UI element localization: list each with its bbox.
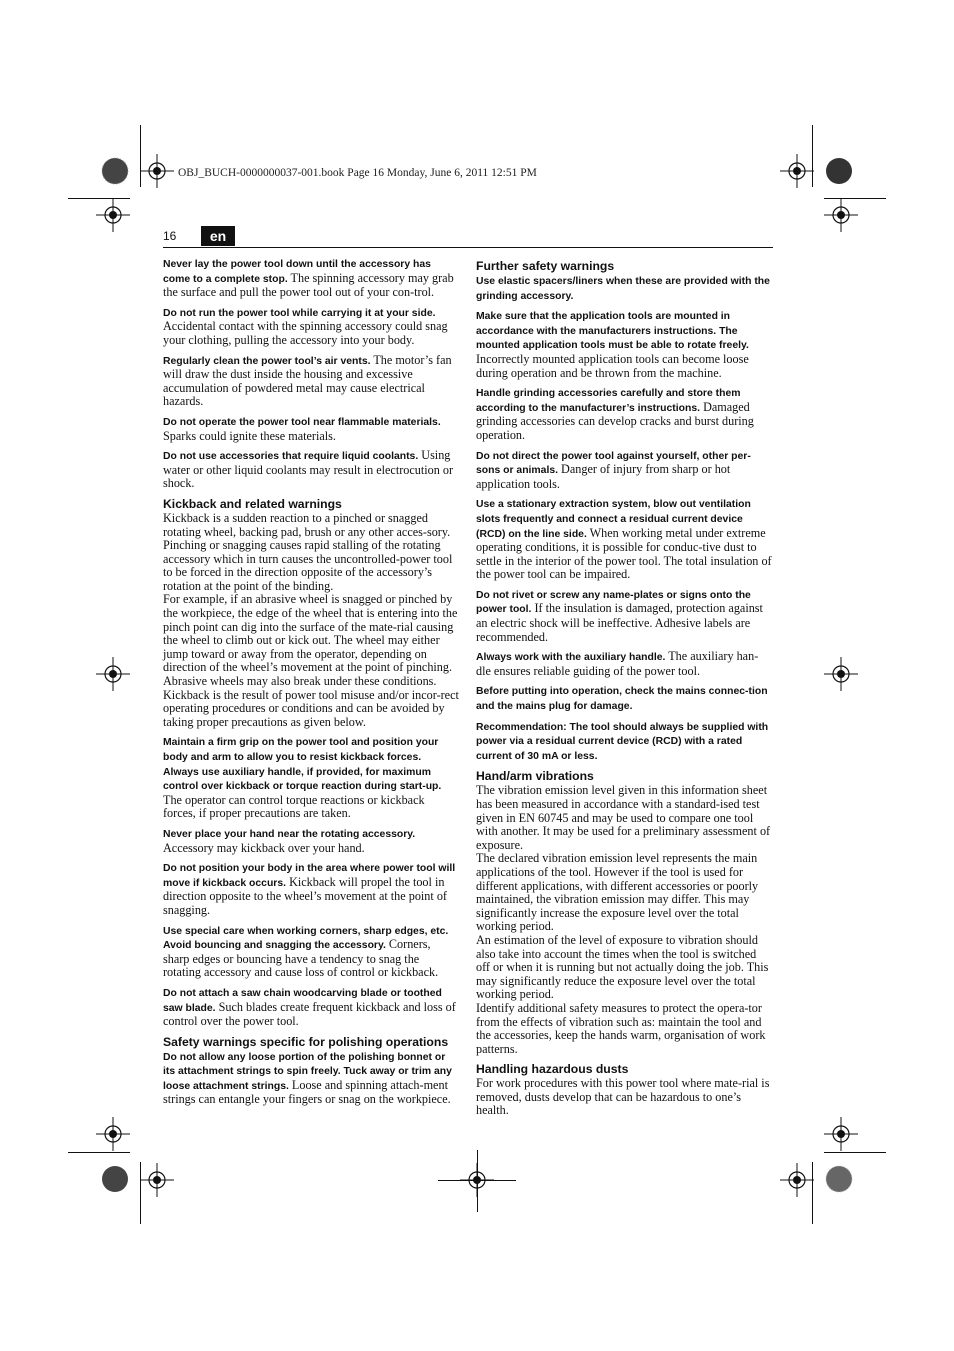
color-bar-circle-icon: [101, 157, 129, 185]
paragraph: [163, 512, 459, 594]
body-text: Using water or other liquid coolants may result in electrocution or shock.: [163, 448, 454, 491]
paragraph: [476, 852, 772, 934]
body-text: Sparks could ignite these materials.: [163, 428, 336, 443]
registration-target-icon: [140, 1163, 174, 1197]
registration-target-icon: [780, 1163, 814, 1197]
bold-lead-text: Use a stationary extraction system, blow out ventilation slots frequently and connect a residual current device (RCD) on the line side.: [476, 499, 751, 540]
registration-target-icon: [140, 154, 174, 188]
page-number: 16: [163, 229, 177, 243]
bold-lead-text: Regularly clean the power tool’s air vents.: [163, 355, 371, 367]
book-slug-line: OBJ_BUCH-0000000037-001.book Page 16 Monday, June 6, 2011 12:51 PM: [178, 167, 537, 179]
body-text: Accessory may kickback over your hand.: [163, 840, 365, 855]
body-text: The spinning accessory may grab the surface and pull the power tool out of your con-trol.: [163, 270, 454, 300]
paragraph: [163, 986, 459, 1029]
paragraph: [476, 309, 772, 380]
registration-target-icon: [96, 198, 130, 232]
body-text: An estimation of the level of exposure to vibration should also take into account the times when the tool is switched off or when it is running but not actually doing the job. This may significantly reduce the exposure level over the total working period.: [476, 932, 769, 1002]
bold-lead-text: Do not rivet or screw any name-plates or signs onto the power tool.: [476, 589, 751, 616]
paragraph: [163, 689, 459, 730]
bold-lead-text: Do not position your body in the area where power tool will move if kickback occurs.: [163, 863, 456, 889]
language-tab: en: [201, 226, 235, 246]
paragraph: [163, 1050, 459, 1107]
bold-lead-text: Recommendation: The tool should always be supplied with power via a residual current device (RCD) with a rated current of 30 mA or less.: [476, 721, 769, 762]
body-text: For example, if an abrasive wheel is snagged or pinched by the workpiece, the edge of the wheel that is entering into the pinch point can dig into the surface of the mate-rial causing the wheel to climb out or kick out. The wheel may either jump toward or away from the operator, depending on direction of the wheel’s movement at the point of pinching. Abrasive wheels may also break under these conditions.: [163, 592, 458, 689]
paragraph: [163, 861, 459, 917]
bold-lead-text: Never lay the power tool down until the accessory has come to a complete stop.: [163, 259, 431, 285]
right-column: [476, 257, 772, 1124]
body-text: The operator can control torque reactions or kickback forces, if proper precautions are taken.: [163, 792, 425, 821]
section-heading: Handling hazardous dusts: [476, 1062, 629, 1077]
registration-target-icon: [96, 657, 130, 691]
body-text: The vibration emission level given in this information sheet has been measured in accordance with a standard-ised test given in EN 60745 and may be used to compare one tool with another. It may be used for a preliminary assessment of exposure.: [476, 783, 771, 852]
body-text: Corners, sharp edges or bouncing have a tendency to snag the rotating accessory and cause loss of control or kickback.: [163, 937, 439, 980]
section-heading: Safety warnings specific for polishing operations: [163, 1034, 449, 1049]
paragraph: [476, 934, 772, 1002]
body-text: The declared vibration emission level represents the main applications of the tool. However if the tool is used for different applications, with different accessories or poorly maintained, the vibration emission may differ. This may significantly increase the exposure level over the total working period.: [476, 851, 759, 934]
color-bar-circle-icon: [101, 1165, 129, 1193]
paragraph: [163, 827, 459, 855]
paragraph: [476, 497, 772, 582]
registration-target-icon: [824, 1117, 858, 1151]
color-bar-circle-icon: [825, 157, 853, 185]
paragraph: [476, 720, 772, 764]
paragraph: [476, 588, 772, 644]
bold-lead-text: Do not allow any loose portion of the polishing bonnet or its attachment strings to spin freely. Tuck away or trim any loose attachment strings.: [163, 1051, 452, 1092]
paragraph: [476, 274, 772, 303]
paragraph: [476, 650, 772, 678]
paragraph: [163, 354, 459, 409]
bold-lead-text: Do not use accessories that require liquid coolants.: [163, 451, 419, 463]
body-text: If the insulation is damaged, protection against an electric shock will be ineffective. Adhesive labels are recommended.: [476, 601, 763, 644]
paragraph: [476, 1002, 772, 1056]
paragraph: [163, 924, 459, 980]
header-rule: [163, 247, 773, 248]
bold-lead-text: Make sure that the application tools are mounted in accordance with the manufacturers instructions. The mounted application tools must be able to rotate freely.: [476, 311, 749, 352]
bold-lead-text: Do not attach a saw chain woodcarving blade or toothed saw blade.: [163, 987, 442, 1014]
paragraph: [163, 306, 459, 348]
body-text: Such blades create frequent kickback and loss of control over the power tool.: [163, 999, 456, 1029]
left-column: [163, 257, 459, 1113]
bold-lead-text: Use elastic spacers/liners when these are provided with the grinding accessory.: [476, 276, 770, 302]
body-text: Danger of injury from sharp or hot application tools.: [476, 462, 731, 491]
paragraph: [163, 593, 459, 688]
paragraph: [476, 784, 772, 852]
paragraph: [476, 449, 772, 492]
bold-lead-text: Never place your hand near the rotating accessory.: [163, 828, 416, 840]
body-text: Kickback will propel the tool in direction opposite to the wheel’s movement at the point of snagging.: [163, 874, 447, 917]
bold-lead-text: Use special care when working corners, sharp edges, etc. Avoid bouncing and snagging the accessory.: [163, 925, 449, 952]
body-text: Loose and spinning attach-ment strings can entangle your fingers or snag on the workpiece.: [163, 1077, 451, 1107]
body-text: The motor’s fan will draw the dust inside the housing and excessive accumulation of powdered metal may cause electrical hazards.: [163, 352, 452, 409]
registration-target-icon: [96, 1117, 130, 1151]
section-heading: Hand/arm vibrations: [476, 769, 594, 784]
bold-lead-text: Before putting into operation, check the mains connec-tion and the mains plug for damage.: [476, 686, 768, 713]
body-text: Incorrectly mounted application tools can become loose during operation and be thrown from the machine.: [476, 351, 749, 380]
bold-lead-text: Handle grinding accessories carefully and store them according to the manufacturer’s instructions.: [476, 388, 741, 414]
paragraph: [163, 735, 459, 821]
body-text: Damaged grinding accessories can develop cracks and burst during operation.: [476, 399, 754, 442]
section-heading: Further safety warnings: [476, 259, 615, 273]
bold-lead-text: Do not operate the power tool near flammable materials.: [163, 416, 441, 428]
color-bar-circle-icon: [825, 1165, 853, 1193]
body-text: The auxiliary han-dle ensures reliable guiding of the power tool.: [476, 649, 759, 678]
body-text: When working metal under extreme operating conditions, it is possible for conduc-tive dust to settle in the interior of the power tool. The total insulation of the power tool can be impaired.: [476, 525, 772, 582]
body-text: Accidental contact with the spinning accessory could snag your clothing, pulling the accessory into your body.: [163, 319, 448, 347]
paragraph: [476, 684, 772, 713]
paragraph: [476, 1077, 772, 1118]
bold-lead-text: Maintain a firm grip on the power tool and position your body and arm to allow you to resist kickback forces. Always use auxiliary handle, if provided, for maximum control over kickback or torque reaction during start-up.: [163, 737, 442, 793]
body-text: Kickback is a sudden reaction to a pinched or snagged rotating wheel, backing pad, brush or any other acces-sory. Pinching or snagging causes rapid stalling of the rotating accessory which in turn causes the uncontrolled-power tool to be forced in the direction opposite of the accessory’s rotation at the point of the binding.: [163, 510, 453, 593]
registration-target-icon: [780, 154, 814, 188]
body-text: For work procedures with this power tool where mate-rial is removed, dusts develop that can be hazardous to one’s health.: [476, 1076, 770, 1118]
bold-lead-text: Do not direct the power tool against yourself, other per-sons or animals.: [476, 450, 751, 477]
registration-target-icon: [824, 198, 858, 232]
bold-lead-text: Do not run the power tool while carrying it at your side.: [163, 307, 436, 319]
paragraph: [476, 386, 772, 442]
paragraph: [163, 449, 459, 491]
registration-target-icon: [824, 657, 858, 691]
body-text: Kickback is the result of power tool misuse and/or incor-rect operating procedures or conditions and can be avoided by taking proper precautions as given below.: [163, 687, 459, 729]
bold-lead-text: Always work with the auxiliary handle.: [476, 652, 666, 664]
body-text: Identify additional safety measures to protect the opera-tor from the effects of vibration such as: maintain the tool and the accessories, keep the hands warm, organisation of work patterns.: [476, 1000, 766, 1056]
paragraph: [163, 415, 459, 443]
paragraph: [163, 257, 459, 300]
section-heading: Kickback and related warnings: [163, 496, 342, 511]
